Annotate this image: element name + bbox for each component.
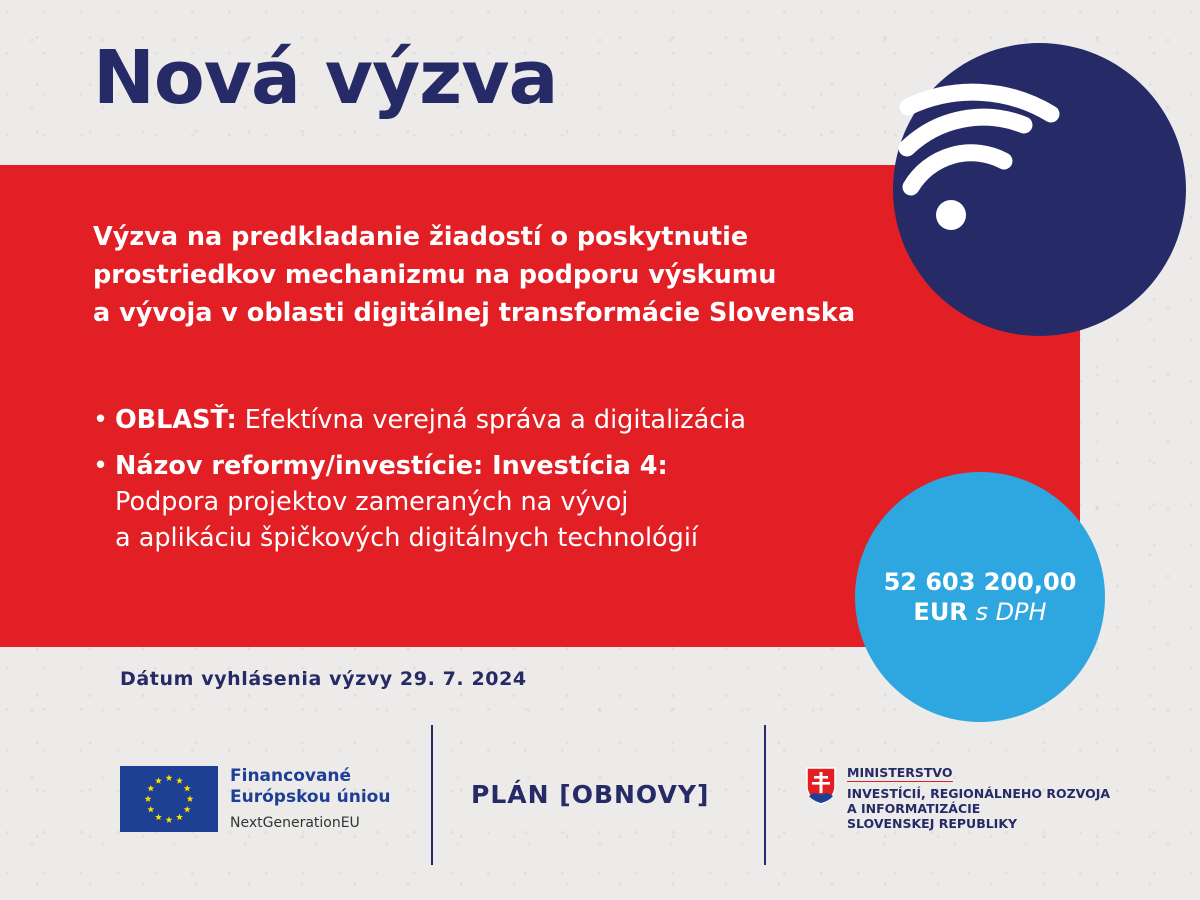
area-label: OBLASŤ: <box>115 405 237 435</box>
eu-star-icon <box>184 806 191 813</box>
amount-vat-note: s DPH <box>975 598 1047 626</box>
eu-star-icon <box>166 816 173 823</box>
eu-logo-line-1: Financované <box>230 766 352 786</box>
reform-line-2: Podpora projektov zameraných na vývoj <box>115 487 629 517</box>
amount-currency-line <box>913 597 1046 627</box>
headline-line-1: Výzva na predkladanie žiadostí o poskytnutie <box>93 222 749 252</box>
ministry-line-2: A INFORMATIZÁCIE <box>847 801 981 816</box>
page-title: Nová výzva <box>93 35 558 121</box>
eu-star-icon <box>184 785 191 792</box>
info-bullet-list <box>93 402 853 566</box>
amount-badge <box>855 472 1105 722</box>
eu-star-icon <box>166 774 173 781</box>
ministry-line-3: SLOVENSKEJ REPUBLIKY <box>847 816 1018 831</box>
list-item <box>93 402 853 438</box>
amount-value: 52 603 200,00 <box>883 568 1077 596</box>
eu-star-icon <box>155 814 162 821</box>
headline-line-3: a vývoja v oblasti digitálnej transformácie Slovenska <box>93 298 856 328</box>
slovak-crest-icon <box>805 766 837 806</box>
call-headline <box>93 218 963 332</box>
headline-line-2: prostriedkov mechanizmu na podporu výskumu <box>93 260 777 290</box>
eu-star-icon <box>147 806 154 813</box>
eu-logo-text <box>230 766 390 808</box>
ministry-title: MINISTERSTVO <box>847 765 953 780</box>
eu-logo-line-3: NextGenerationEU <box>230 815 360 831</box>
ministry-line-1: INVESTÍCIÍ, REGIONÁLNEHO ROZVOJA <box>847 786 1111 801</box>
eu-star-icon <box>176 777 183 784</box>
bracket-open: [ <box>559 780 572 809</box>
obnovy-word: OBNOVY <box>571 780 697 809</box>
eu-flag-icon <box>120 766 218 832</box>
eu-star-icon <box>155 777 162 784</box>
bullet-dot: • <box>93 451 109 481</box>
amount-currency: EUR <box>913 598 968 626</box>
plan-obnovy-logo <box>471 780 709 809</box>
eu-logo-line-2: Európskou úniou <box>230 787 391 807</box>
bracket-close: ] <box>696 780 710 809</box>
announcement-date: Dátum vyhlásenia výzvy 29. 7. 2024 <box>120 668 527 690</box>
list-item <box>93 448 853 556</box>
logo-divider-right <box>764 725 766 865</box>
reform-label: Názov reformy/investície: Investícia 4: <box>115 451 668 481</box>
eu-star-icon <box>145 795 152 802</box>
reform-line-3: a aplikáciu špičkových digitálnych technológií <box>115 523 699 553</box>
eu-star-icon <box>176 814 183 821</box>
eu-star-icon <box>187 795 194 802</box>
ministry-name <box>847 786 1110 831</box>
plan-word: PLÁN <box>471 780 550 809</box>
logo-divider-left <box>431 725 433 865</box>
bullet-dot: • <box>93 405 109 435</box>
area-value: Efektívna verejná správa a digitalizácia <box>236 405 746 435</box>
eu-star-icon <box>147 785 154 792</box>
